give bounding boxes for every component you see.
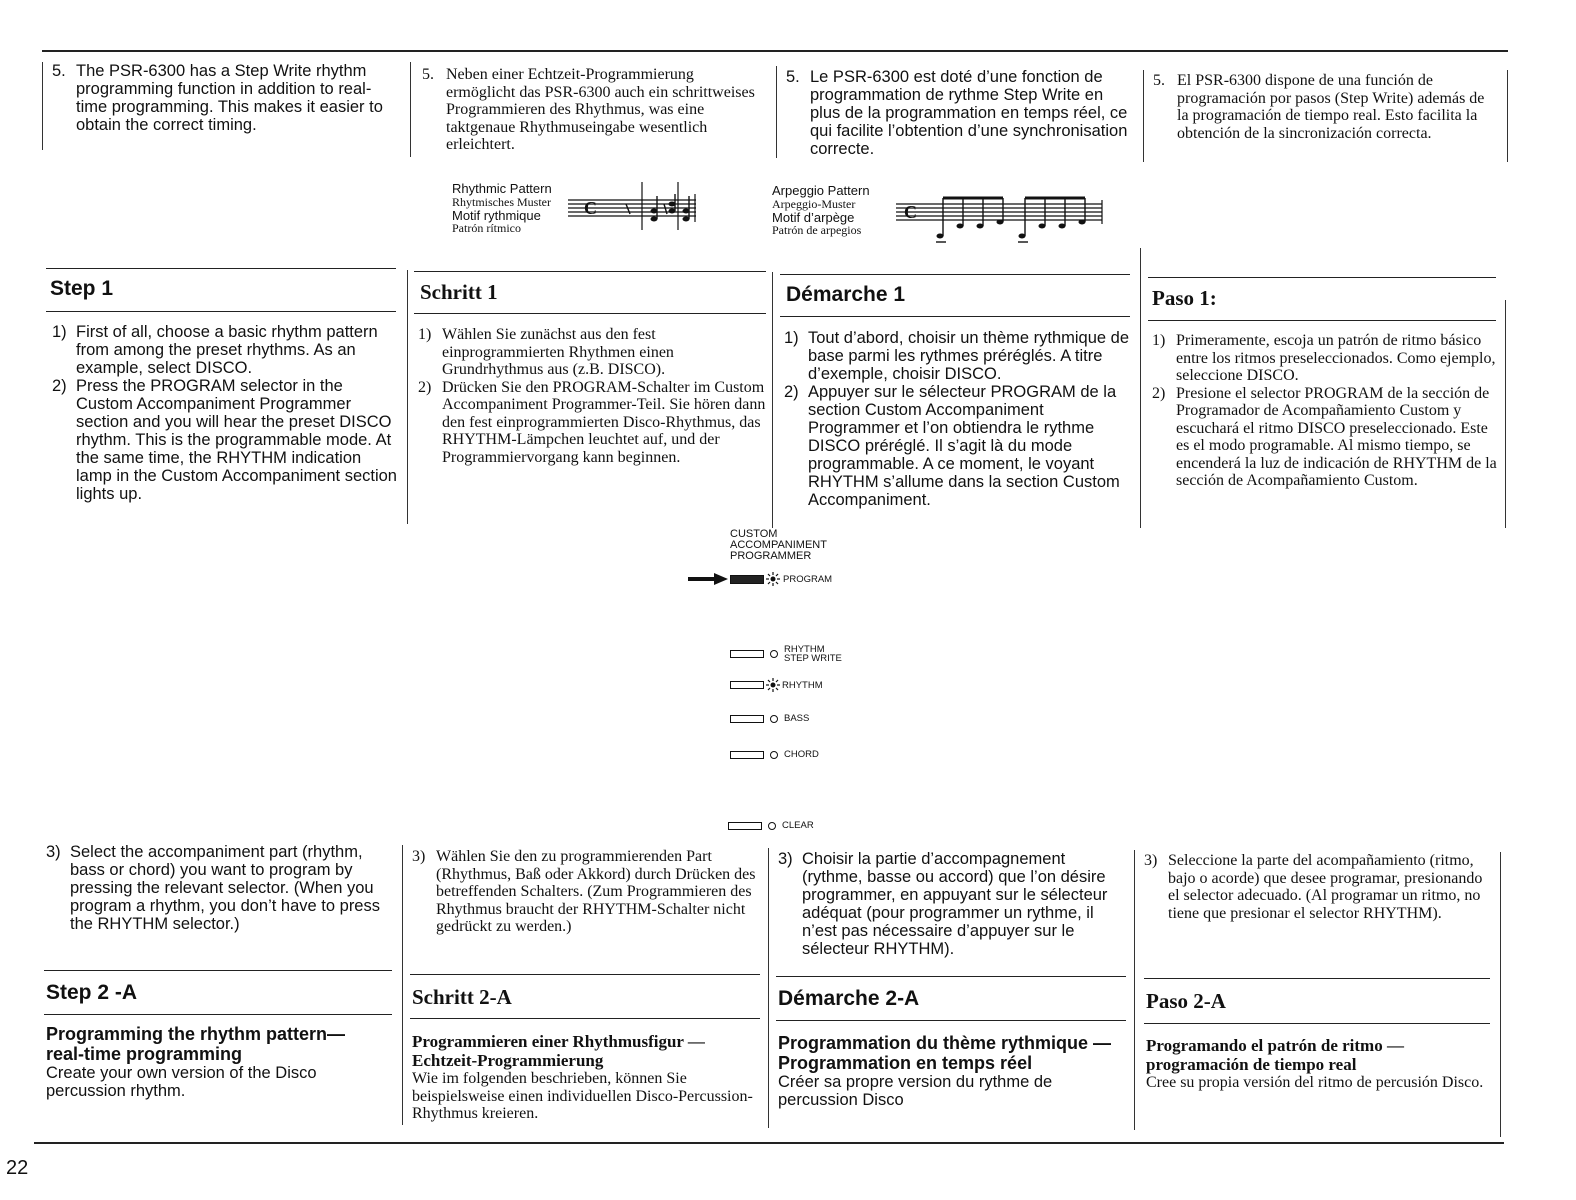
- led-icon: [770, 751, 778, 759]
- list-item: [418, 326, 766, 379]
- item-number: 5.: [422, 66, 434, 83]
- rhythmic-pattern-staff: [568, 180, 698, 236]
- item-number: 3): [412, 848, 426, 865]
- step1-fr-heading: [786, 283, 905, 307]
- item-text: Tout d’abord, choisir un thème rythmique de base parmi les rythmes préréglés. A titre d’exemple, choisir DISCO.: [808, 329, 1130, 383]
- col-divider: [772, 272, 773, 528]
- intro-text: The PSR-6300 has a Step Write rhythm programming function in addition to real-time programming. This makes it easier to obtain the correct timing.: [76, 62, 383, 134]
- step1-en-heading: [50, 277, 113, 301]
- section-title: Schritt 2-A: [412, 985, 512, 1009]
- panel-title-line: ACCOMPANIMENT: [730, 539, 827, 551]
- section-rule: [776, 976, 1126, 977]
- col-divider: [410, 62, 411, 157]
- program-label: PROGRAM: [783, 573, 833, 585]
- section-rule: [410, 974, 760, 975]
- intro-text: Neben einer Echtzeit-Programmierung ermöglicht das PSR-6300 auch ein schrittweises Programmieren des Rhythmus, was eine taktgenaue Rhythmuseingabe wesentlich erleichtert.: [446, 66, 755, 153]
- intro-fr: [786, 68, 1131, 158]
- section-text: Wie im folgenden beschrieben, können Sie beispielsweise einen individuellen Disco-Percussion-Rhythmus kreieren.: [412, 1070, 753, 1122]
- list-item: [1152, 332, 1497, 385]
- col-divider: [1505, 300, 1506, 528]
- item-text: Drücken Sie den PROGRAM-Schalter im Custom Accompaniment Programmer-Teil. Sie hören dann den fest einprogrammierten Disco-Rhythmus, das RHYTHM-Lämpchen leuchtet auf, und der Programmiervorgang kann beginnen.: [442, 378, 766, 466]
- svg-text:C: C: [904, 202, 917, 222]
- section-rule: [46, 268, 396, 269]
- section-rule: [776, 1020, 1126, 1021]
- rhythm-step-write-label: [784, 645, 842, 663]
- list-item: [784, 329, 1132, 383]
- caption-fr: Motif rythmique: [452, 207, 541, 223]
- section-text: Cree su propia versión del ritmo de percusión Disco.: [1146, 1074, 1484, 1091]
- intro-text: Le PSR-6300 est doté d’une fonction de programmation de rythme Step Write en plus de la programmation en temps réel, ce qui facilite l’obtention d’une synchronisation correcte.: [810, 68, 1128, 158]
- step1-es-heading: [1152, 286, 1217, 311]
- panel-title-line: PROGRAMMER: [730, 550, 812, 562]
- section-rule: [46, 311, 396, 312]
- section-rule: [414, 271, 766, 272]
- program-button[interactable]: [730, 575, 764, 584]
- col-divider: [1500, 852, 1501, 1137]
- intro-de: [422, 66, 764, 154]
- label-line: RHYTHM: [784, 644, 825, 655]
- col-divider: [768, 848, 769, 1128]
- step3-en: [46, 843, 391, 933]
- intro-text: El PSR-6300 dispone de una función de programación por pasos (Step Write) además de la programación de tiempo real. Esto facilita la obtención de la sincronización correcta.: [1177, 72, 1485, 142]
- item-number: 5.: [786, 68, 800, 86]
- step1-fr-list: [784, 329, 1132, 509]
- caption-es: Patrón de arpegios: [772, 223, 862, 237]
- step2a-de-heading: [412, 985, 512, 1010]
- list-item: [52, 377, 400, 503]
- section-title: Step 1: [50, 277, 114, 300]
- step2a-fr-body: [778, 1033, 1123, 1109]
- panel-title: [730, 529, 827, 562]
- item-number: 2): [1152, 384, 1166, 402]
- list-item: [784, 383, 1132, 509]
- section-subtitle: Programming the rhythm pattern— real-time programming: [46, 1024, 346, 1064]
- intro-en: [52, 62, 397, 134]
- chord-label: CHORD: [784, 749, 819, 760]
- section-rule: [44, 1014, 392, 1015]
- rhythm-step-write-row: [730, 645, 842, 663]
- section-text: Create your own version of the Disco percussion rhythm.: [46, 1064, 317, 1100]
- arpeggio-pattern-staff: [896, 188, 1106, 248]
- item-text: Choisir la partie d’accompagnement (rythme, basse ou accord) que l’on désire programmer, en appuyant sur le sélecteur adéquat (pour programmer un rythme, il n’est pas nécessaire d’appuyer sur le sélecteur RHYTHM).: [802, 850, 1108, 958]
- step2a-fr-heading: [778, 987, 919, 1011]
- bass-row: [730, 714, 809, 723]
- item-text: Select the accompaniment part (rhythm, bass or chord) you want to program by pressing the relevant selector. (When you program a rhythm, you don’t have to press the RHYTHM selector.): [70, 843, 380, 933]
- caption-es: Patrón rítmico: [452, 221, 521, 235]
- section-subtitle: Programmieren einer Rhythmusfigur — Echtzeit-Programmierung: [412, 1032, 705, 1070]
- arrow-right-icon: [688, 573, 728, 585]
- list-item: [418, 379, 766, 467]
- col-divider: [402, 845, 403, 1125]
- step3-de: [412, 848, 760, 936]
- step2a-es-heading: [1146, 989, 1226, 1014]
- list-item: [1152, 385, 1497, 490]
- item-text: First of all, choose a basic rhythm pattern from among the preset rhythms. As an example, select DISCO.: [76, 323, 378, 377]
- section-text: Créer sa propre version du rythme de percussion Disco: [778, 1073, 1053, 1109]
- rhythmic-pattern-caption: [452, 182, 572, 235]
- program-row: [688, 572, 832, 586]
- item-number: 5.: [52, 62, 66, 80]
- led-icon: [770, 715, 778, 723]
- section-rule: [44, 970, 392, 971]
- top-rule: [42, 50, 1508, 52]
- step2a-en-heading: [46, 981, 137, 1005]
- intro-es: [1153, 72, 1498, 142]
- item-number: 2): [418, 378, 432, 396]
- chord-row: [730, 750, 819, 759]
- item-number: 2): [52, 377, 67, 395]
- caption-en: Rhythmic Pattern: [452, 181, 552, 196]
- section-rule: [410, 1018, 760, 1019]
- item-number: 3): [46, 843, 61, 861]
- section-subtitle: Programando el patrón de ritmo — programación de tiempo real: [1146, 1036, 1404, 1074]
- step2a-es-body: [1146, 1036, 1486, 1092]
- section-title: Step 2 -A: [46, 981, 138, 1004]
- section-rule: [780, 316, 1130, 317]
- clear-row: [728, 821, 814, 830]
- step1-de-list: [418, 326, 766, 466]
- step1-es-list: [1152, 332, 1497, 490]
- panel-title-line: CUSTOM: [730, 528, 778, 540]
- col-divider: [42, 62, 43, 150]
- col-divider: [1140, 248, 1141, 528]
- caption-fr: Motif d’arpège: [772, 209, 855, 225]
- item-text: Wählen Sie zunächst aus den fest einprogrammierten Rhythmen einen Grundrhythmus aus (z.B. DISCO).: [442, 326, 674, 378]
- col-divider: [1143, 70, 1144, 162]
- section-rule: [1144, 978, 1490, 979]
- section-title: Démarche 1: [786, 283, 906, 306]
- arpeggio-pattern-caption: [772, 184, 897, 237]
- item-number: 1): [784, 329, 799, 347]
- rhythm-row: [730, 678, 823, 692]
- clear-button[interactable]: [728, 822, 762, 830]
- item-text: Seleccione la parte del acompañamiento (ritmo, bajo o acorde) que desee programar, presionando el selector adecuado. (Al programar un ritmo, no tiene que presionar el selector RHYTHM).: [1168, 852, 1483, 922]
- item-text: Appuyer sur le sélecteur PROGRAM de la section Custom Accompaniment Programmer et l’on obtiendra le rythme DISCO préréglé. Il s’agit là du mode programmable. A ce moment, le voyant RHYTHM s’allume dans la section Custom Accompaniment.: [808, 383, 1120, 509]
- rhythm-button[interactable]: [730, 681, 764, 689]
- section-subtitle: Programmation du thème rythmique — Programmation en temps réel: [778, 1033, 1112, 1073]
- step1-en-list: [52, 323, 400, 503]
- bass-button[interactable]: [730, 715, 764, 723]
- caption-de: Arpeggio-Muster: [772, 196, 856, 211]
- item-text: Presione el selector PROGRAM de la sección de Programador de Acompañamiento Custom y escuchará el ritmo DISCO preseleccionado. Este es el modo programable. Al mismo tiempo, se encenderá la luz de indicación de RHYTHM de la sección de Acompañamiento Custom.: [1176, 384, 1497, 489]
- section-rule: [414, 313, 766, 314]
- item-number: 1): [52, 323, 67, 341]
- step1-de-heading: [420, 280, 498, 305]
- col-divider: [407, 270, 408, 524]
- section-title: Paso 2-A: [1146, 989, 1226, 1013]
- section-title: Schritt 1: [420, 280, 498, 304]
- item-number: 5.: [1153, 72, 1165, 89]
- section-rule: [1148, 277, 1496, 278]
- section-rule: [780, 274, 1130, 275]
- item-number: 3): [1144, 852, 1158, 869]
- col-divider: [776, 66, 777, 158]
- item-text: Primeramente, escoja un patrón de ritmo básico entre los ritmos preseleccionados. Como ejemplo, seleccione DISCO.: [1176, 332, 1496, 384]
- lit-lamp-icon: [764, 678, 782, 692]
- item-number: 1): [418, 326, 432, 343]
- step3-fr: [778, 850, 1126, 958]
- step3-es: [1144, 852, 1492, 922]
- list-item: [52, 323, 400, 377]
- section-rule: [1148, 320, 1496, 321]
- led-icon: [770, 650, 778, 658]
- item-text: Press the PROGRAM selector in the Custom Accompaniment Programmer section and you will hear the preset DISCO rhythm. This is the programmable mode. At the same time, the RHYTHM indication lamp in the Custom Accompaniment section lights up.: [76, 377, 397, 503]
- rhythm-label: RHYTHM: [782, 679, 823, 691]
- bass-label: BASS: [784, 713, 810, 724]
- col-divider: [1134, 850, 1135, 1130]
- step2a-en-body: [46, 1024, 386, 1100]
- section-rule: [1144, 1023, 1490, 1024]
- rhythm-step-write-button[interactable]: [730, 650, 764, 658]
- bottom-rule: [34, 1142, 1504, 1144]
- item-text: Wählen Sie den zu programmierenden Part (Rhythmus, Baß oder Akkord) durch Drücken des betreffenden Schalters. (Zum Programmieren des Rhythmus braucht der RHYTHM-Schalter nicht gedrückt zu werden.): [436, 848, 756, 935]
- led-icon: [768, 822, 776, 830]
- clear-label: CLEAR: [782, 820, 814, 831]
- col-divider: [1507, 70, 1508, 162]
- lit-lamp-icon: [764, 572, 782, 586]
- chord-button[interactable]: [730, 751, 764, 759]
- item-number: 3): [778, 850, 793, 868]
- caption-de: Rhytmisches Muster: [452, 194, 551, 209]
- item-number: 1): [1152, 332, 1166, 349]
- section-title: Démarche 2-A: [778, 987, 920, 1010]
- svg-text:C: C: [584, 198, 597, 218]
- page-number: 22: [6, 1157, 29, 1179]
- section-title: Paso 1:: [1152, 286, 1217, 310]
- caption-en: Arpeggio Pattern: [772, 183, 870, 198]
- item-number: 2): [784, 383, 799, 401]
- step2a-de-body: [412, 1032, 760, 1123]
- label-line: STEP WRITE: [784, 653, 842, 664]
